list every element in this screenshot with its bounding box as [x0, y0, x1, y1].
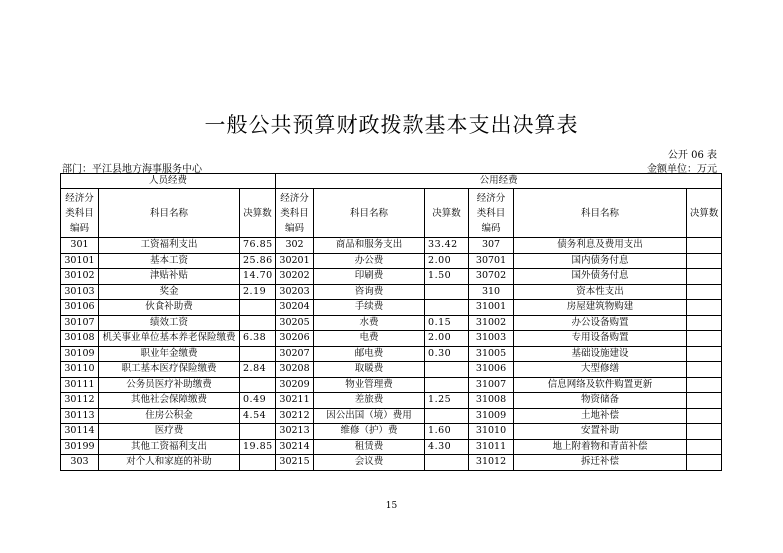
name-cell: 伙食补助费	[99, 300, 240, 316]
group-public: 公用经费	[276, 174, 722, 189]
amount-cell: 2.84	[240, 362, 276, 378]
name-cell: 手续费	[314, 300, 425, 316]
code-cell: 30209	[276, 377, 314, 393]
name-cell: 物资储备	[514, 393, 687, 409]
amount-cell: 76.85	[240, 238, 276, 254]
code-cell: 31001	[469, 300, 514, 316]
table-row	[61, 284, 722, 300]
col-code-header: 经济分 类科目 编码	[469, 189, 514, 238]
amount-cell	[425, 377, 469, 393]
code-cell: 30203	[276, 284, 314, 300]
code-cell: 30112	[61, 393, 99, 409]
code-cell: 30205	[276, 315, 314, 331]
name-cell: 职工基本医疗保险缴费	[99, 362, 240, 378]
name-cell: 债务利息及费用支出	[514, 238, 687, 254]
amount-cell	[425, 408, 469, 424]
name-cell: 津贴补贴	[99, 269, 240, 285]
name-cell: 咨询费	[314, 284, 425, 300]
amount-cell	[425, 362, 469, 378]
code-cell: 30107	[61, 315, 99, 331]
code-cell: 303	[61, 455, 99, 471]
amount-unit-label: 金额单位：万元	[647, 164, 717, 175]
name-cell: 地上附着物和青苗补偿	[514, 439, 687, 455]
name-cell: 职业年金缴费	[99, 346, 240, 362]
name-cell: 电费	[314, 331, 425, 347]
amount-cell	[687, 331, 722, 347]
code-cell: 30202	[276, 269, 314, 285]
column-header-row	[61, 189, 722, 238]
amount-cell	[425, 284, 469, 300]
form-number: 公开 06 表	[667, 150, 717, 161]
code-cell: 30199	[61, 439, 99, 455]
name-cell: 奖金	[99, 284, 240, 300]
code-cell: 30114	[61, 424, 99, 440]
code-cell: 31005	[469, 346, 514, 362]
name-cell: 物业管理费	[314, 377, 425, 393]
col-amount-header: 决算数	[687, 189, 722, 238]
code-cell: 31006	[469, 362, 514, 378]
name-cell: 差旅费	[314, 393, 425, 409]
code-cell: 31007	[469, 377, 514, 393]
name-cell: 安置补助	[514, 424, 687, 440]
code-cell: 30102	[61, 269, 99, 285]
name-cell: 办公费	[314, 253, 425, 269]
name-cell: 国外债务付息	[514, 269, 687, 285]
code-cell: 31011	[469, 439, 514, 455]
amount-cell	[687, 393, 722, 409]
code-cell: 30110	[61, 362, 99, 378]
name-cell: 邮电费	[314, 346, 425, 362]
amount-cell	[687, 300, 722, 316]
code-cell: 31002	[469, 315, 514, 331]
amount-cell	[687, 455, 722, 471]
code-cell: 30215	[276, 455, 314, 471]
name-cell: 会议费	[314, 455, 425, 471]
code-cell: 310	[469, 284, 514, 300]
code-cell: 30213	[276, 424, 314, 440]
code-cell: 30702	[469, 269, 514, 285]
amount-cell: 0.15	[425, 315, 469, 331]
name-cell: 基础设施建设	[514, 346, 687, 362]
amount-cell	[240, 455, 276, 471]
name-cell: 专用设备购置	[514, 331, 687, 347]
amount-cell: 1.50	[425, 269, 469, 285]
name-cell: 机关事业单位基本养老保险缴费	[99, 331, 240, 347]
group-personnel: 人员经费	[61, 174, 276, 189]
amount-cell	[687, 346, 722, 362]
table-row	[61, 455, 722, 471]
code-cell: 301	[61, 238, 99, 254]
department-label: 部门：平江县地方海事服务中心	[62, 164, 202, 175]
name-cell: 印刷费	[314, 269, 425, 285]
table-row	[61, 408, 722, 424]
name-cell: 取暖费	[314, 362, 425, 378]
name-cell: 国内债务付息	[514, 253, 687, 269]
code-cell: 30109	[61, 346, 99, 362]
code-cell: 30201	[276, 253, 314, 269]
name-cell: 绩效工资	[99, 315, 240, 331]
col-amount-header: 决算数	[240, 189, 276, 238]
name-cell: 维修（护）费	[314, 424, 425, 440]
amount-cell	[687, 315, 722, 331]
amount-cell	[240, 315, 276, 331]
amount-cell: 0.49	[240, 393, 276, 409]
code-cell: 307	[469, 238, 514, 254]
name-cell: 大型修缮	[514, 362, 687, 378]
amount-cell: 33.42	[425, 238, 469, 254]
amount-cell: 2.00	[425, 331, 469, 347]
amount-cell	[240, 346, 276, 362]
code-cell: 31009	[469, 408, 514, 424]
page-title: 一般公共预算财政拨款基本支出决算表	[204, 113, 579, 137]
amount-cell	[687, 377, 722, 393]
amount-cell	[687, 253, 722, 269]
amount-cell: 2.19	[240, 284, 276, 300]
code-cell: 30214	[276, 439, 314, 455]
code-cell: 31003	[469, 331, 514, 347]
col-code-header: 经济分 类科目 编码	[276, 189, 314, 238]
table-row	[61, 269, 722, 285]
name-cell: 其他工资福利支出	[99, 439, 240, 455]
name-cell: 医疗费	[99, 424, 240, 440]
code-cell: 30701	[469, 253, 514, 269]
name-cell: 对个人和家庭的补助	[99, 455, 240, 471]
amount-cell: 6.38	[240, 331, 276, 347]
table-row	[61, 300, 722, 316]
code-cell: 30208	[276, 362, 314, 378]
name-cell: 水费	[314, 315, 425, 331]
name-cell: 办公设备购置	[514, 315, 687, 331]
code-cell: 30207	[276, 346, 314, 362]
name-cell: 因公出国（境）费用	[314, 408, 425, 424]
amount-cell	[240, 300, 276, 316]
amount-cell: 0.30	[425, 346, 469, 362]
amount-cell: 2.00	[425, 253, 469, 269]
name-cell: 基本工资	[99, 253, 240, 269]
code-cell: 31008	[469, 393, 514, 409]
amount-cell: 4.30	[425, 439, 469, 455]
name-cell: 其他社会保障缴费	[99, 393, 240, 409]
amount-cell	[425, 300, 469, 316]
amount-cell: 1.60	[425, 424, 469, 440]
col-name-header: 科目名称	[514, 189, 687, 238]
code-cell: 30113	[61, 408, 99, 424]
amount-cell	[687, 284, 722, 300]
col-code-header: 经济分 类科目 编码	[61, 189, 99, 238]
col-name-header: 科目名称	[314, 189, 425, 238]
table-row	[61, 238, 722, 254]
col-amount-header: 决算数	[425, 189, 469, 238]
name-cell: 租赁费	[314, 439, 425, 455]
amount-cell	[240, 377, 276, 393]
amount-cell: 19.85	[240, 439, 276, 455]
code-cell: 30111	[61, 377, 99, 393]
code-cell: 31012	[469, 455, 514, 471]
name-cell: 商品和服务支出	[314, 238, 425, 254]
code-cell: 30103	[61, 284, 99, 300]
table-row	[61, 315, 722, 331]
code-cell: 30106	[61, 300, 99, 316]
name-cell: 住房公积金	[99, 408, 240, 424]
amount-cell	[687, 269, 722, 285]
amount-cell	[687, 439, 722, 455]
group-header-row	[61, 174, 722, 189]
name-cell: 工资福利支出	[99, 238, 240, 254]
name-cell: 土地补偿	[514, 408, 687, 424]
code-cell: 31010	[469, 424, 514, 440]
code-cell: 30204	[276, 300, 314, 316]
code-cell: 30211	[276, 393, 314, 409]
code-cell: 302	[276, 238, 314, 254]
amount-cell	[687, 408, 722, 424]
amount-cell	[425, 455, 469, 471]
table-row	[61, 377, 722, 393]
page-number: 15	[385, 501, 398, 511]
code-cell: 30206	[276, 331, 314, 347]
code-cell: 30101	[61, 253, 99, 269]
amount-cell	[687, 238, 722, 254]
name-cell: 房屋建筑物购建	[514, 300, 687, 316]
amount-cell	[687, 362, 722, 378]
table-row	[61, 362, 722, 378]
name-cell: 信息网络及软件购置更新	[514, 377, 687, 393]
code-cell: 30108	[61, 331, 99, 347]
amount-cell: 4.54	[240, 408, 276, 424]
table-row	[61, 331, 722, 347]
name-cell: 资本性支出	[514, 284, 687, 300]
table-row	[61, 439, 722, 455]
amount-cell: 14.70	[240, 269, 276, 285]
table-row	[61, 424, 722, 440]
col-name-header: 科目名称	[99, 189, 240, 238]
table-row	[61, 253, 722, 269]
table-row	[61, 346, 722, 362]
name-cell: 拆迁补偿	[514, 455, 687, 471]
amount-cell: 1.25	[425, 393, 469, 409]
code-cell: 30212	[276, 408, 314, 424]
amount-cell: 25.86	[240, 253, 276, 269]
table-row	[61, 393, 722, 409]
amount-cell	[240, 424, 276, 440]
name-cell: 公务员医疗补助缴费	[99, 377, 240, 393]
expenditure-table	[60, 173, 722, 471]
amount-cell	[687, 424, 722, 440]
